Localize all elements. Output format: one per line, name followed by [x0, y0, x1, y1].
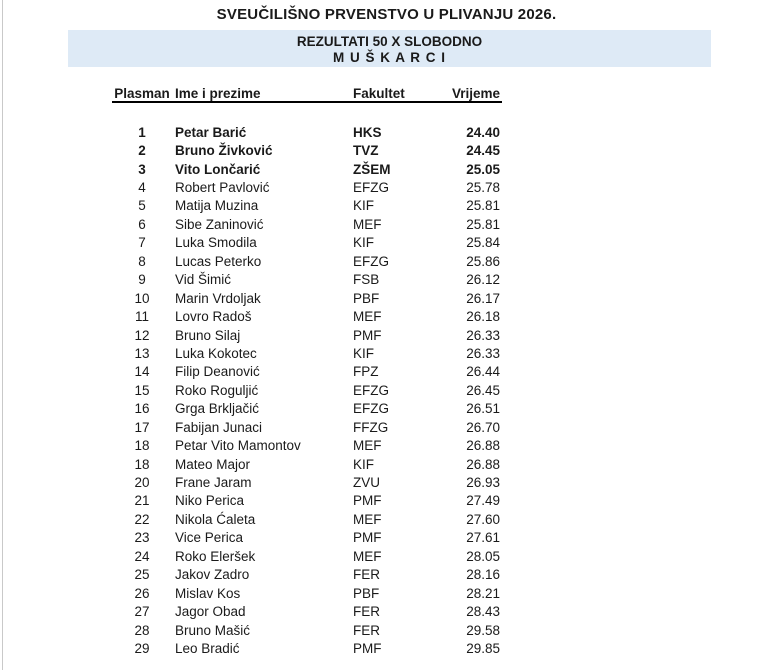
name-cell: Niko Perica	[175, 493, 245, 509]
place-cell: 12	[134, 327, 150, 343]
faculty-cell: PMF	[353, 327, 382, 343]
table-row	[112, 197, 502, 215]
time-cell: 26.88	[466, 456, 500, 472]
time-cell: 24.40	[466, 124, 500, 140]
place-cell: 18	[134, 456, 150, 472]
table-row	[112, 160, 502, 178]
place-cell: 27	[134, 604, 150, 620]
time-cell: 26.44	[466, 364, 500, 380]
table-row	[112, 252, 502, 270]
name-cell: Vice Perica	[175, 530, 244, 546]
name-cell: Luka Smodila	[175, 235, 257, 251]
table-row	[112, 510, 502, 528]
table-row	[112, 547, 502, 565]
time-cell: 25.81	[466, 216, 500, 232]
table-row	[112, 326, 502, 344]
name-cell: Vid Šimić	[175, 272, 232, 288]
place-cell: 23	[134, 530, 150, 546]
table-row	[112, 141, 502, 159]
faculty-cell: MEF	[353, 309, 382, 325]
table-row	[112, 529, 502, 547]
place-cell: 7	[138, 235, 146, 251]
time-cell: 28.21	[466, 585, 500, 601]
table-row	[112, 473, 502, 491]
faculty-cell: PMF	[353, 493, 382, 509]
name-cell: Frane Jaram	[175, 475, 252, 491]
faculty-cell: ZVU	[353, 475, 380, 491]
time-cell: 26.33	[466, 345, 500, 361]
spacer-cell	[112, 102, 502, 123]
time-cell: 28.05	[466, 548, 500, 564]
faculty-cell: EFZG	[353, 382, 389, 398]
results-body	[112, 102, 502, 658]
time-cell: 25.05	[466, 161, 500, 177]
name-cell: Marin Vrdoljak	[175, 290, 261, 306]
name-cell: Nikola Ćaleta	[175, 511, 256, 527]
spacer-row	[112, 102, 502, 123]
place-cell: 11	[134, 309, 149, 325]
place-cell: 26	[134, 585, 150, 601]
name-cell: Vito Lončarić	[175, 161, 261, 177]
time-cell: 25.84	[466, 235, 500, 251]
time-cell: 26.18	[466, 309, 500, 325]
time-cell: 26.45	[466, 382, 500, 398]
faculty-cell: ZŠEM	[353, 161, 391, 177]
faculty-cell: FER	[353, 604, 380, 620]
place-cell: 29	[134, 640, 150, 656]
faculty-cell: PBF	[353, 290, 380, 306]
time-cell: 26.12	[466, 272, 500, 288]
faculty-cell: MEF	[353, 438, 382, 454]
time-cell: 29.58	[466, 622, 500, 638]
table-row	[112, 123, 502, 141]
faculty-cell: FER	[353, 622, 380, 638]
time-cell: 25.81	[466, 198, 500, 214]
page-edge-line	[2, 0, 3, 670]
faculty-cell: FER	[353, 567, 380, 583]
time-cell: 25.86	[466, 253, 500, 269]
faculty-cell: FPZ	[353, 364, 379, 380]
place-cell: 25	[134, 567, 150, 583]
name-cell: Grga Brkljačić	[175, 401, 260, 417]
column-header-faculty: Fakultet	[353, 84, 448, 102]
time-cell: 26.88	[466, 438, 500, 454]
table-row	[112, 234, 502, 252]
table-row	[112, 307, 502, 325]
time-cell: 24.45	[466, 143, 500, 159]
place-cell: 20	[134, 475, 150, 491]
table-row	[112, 621, 502, 639]
name-cell: Jagor Obad	[175, 604, 246, 620]
faculty-cell: KIF	[353, 198, 375, 214]
place-cell: 9	[138, 272, 146, 288]
name-cell: Matija Muzina	[175, 198, 259, 214]
faculty-cell: KIF	[353, 345, 375, 361]
place-cell: 22	[134, 511, 150, 527]
name-cell: Sibe Zaninović	[175, 216, 264, 232]
place-cell: 21	[134, 493, 150, 509]
time-cell: 28.16	[466, 567, 500, 583]
time-cell: 27.61	[466, 530, 500, 546]
place-cell: 15	[134, 382, 150, 398]
name-cell: Petar Vito Mamontov	[175, 438, 301, 454]
place-cell: 8	[138, 253, 146, 269]
place-cell: 2	[138, 143, 146, 159]
table-row	[112, 639, 502, 657]
place-cell: 5	[138, 198, 146, 214]
place-cell: 28	[134, 622, 150, 638]
table-row	[112, 492, 502, 510]
column-header-time: Vrijeme	[448, 84, 502, 102]
table-row	[112, 400, 502, 418]
name-cell: Mislav Kos	[175, 585, 241, 601]
table-row	[112, 363, 502, 381]
results-header	[112, 84, 502, 102]
table-row	[112, 455, 502, 473]
event-banner	[68, 30, 711, 67]
place-cell: 3	[138, 161, 146, 177]
banner-event-name: REZULTATI 50 X SLOBODNO	[296, 34, 483, 49]
place-cell: 17	[134, 419, 150, 435]
time-cell: 27.49	[466, 493, 500, 509]
faculty-cell: FFZG	[353, 419, 389, 435]
place-cell: 16	[134, 401, 150, 417]
faculty-cell: HKS	[353, 124, 382, 140]
name-cell: Roko Roguljić	[175, 382, 259, 398]
time-cell: 29.85	[466, 640, 500, 656]
place-cell: 6	[138, 216, 146, 232]
faculty-cell: KIF	[353, 235, 375, 251]
table-row	[112, 566, 502, 584]
faculty-cell: PMF	[353, 640, 382, 656]
faculty-cell: MEF	[353, 216, 382, 232]
time-cell: 28.43	[466, 604, 500, 620]
name-cell: Roko Eleršek	[175, 548, 256, 564]
table-row	[112, 602, 502, 620]
faculty-cell: EFZG	[353, 253, 389, 269]
faculty-cell: TVZ	[353, 143, 379, 159]
place-cell: 18	[134, 438, 150, 454]
name-cell: Bruno Mašić	[175, 622, 251, 638]
faculty-cell: FSB	[353, 272, 380, 288]
place-cell: 24	[134, 548, 150, 564]
time-cell: 27.60	[466, 511, 500, 527]
time-cell: 25.78	[466, 180, 500, 196]
table-row	[112, 584, 502, 602]
table-row	[112, 178, 502, 196]
faculty-cell: MEF	[353, 511, 382, 527]
name-cell: Luka Kokotec	[175, 345, 257, 361]
faculty-cell: KIF	[353, 456, 375, 472]
name-cell: Fabijan Junaci	[175, 419, 263, 435]
time-cell: 26.33	[466, 327, 500, 343]
table-row	[112, 215, 502, 233]
name-cell: Bruno Živković	[175, 143, 273, 159]
table-row	[112, 289, 502, 307]
name-cell: Jakov Zadro	[175, 567, 250, 583]
table-row	[112, 344, 502, 362]
banner-category: M U Š K A R C I	[332, 50, 446, 65]
header-row	[112, 84, 502, 102]
name-cell: Lovro Radoš	[175, 309, 252, 325]
place-cell: 10	[134, 290, 150, 306]
results-table	[112, 84, 502, 658]
place-cell: 13	[134, 345, 150, 361]
time-cell: 26.70	[466, 419, 500, 435]
page-title: SVEUČILIŠNO PRVENSTVO U PLIVANJU 2026.	[216, 6, 557, 23]
table-row	[112, 418, 502, 436]
name-cell: Bruno Silaj	[175, 327, 241, 343]
table-row	[112, 436, 502, 454]
faculty-cell: MEF	[353, 548, 382, 564]
column-header-name: Ime i prezime	[172, 84, 353, 102]
faculty-cell: EFZG	[353, 180, 389, 196]
table-row	[112, 271, 502, 289]
time-cell: 26.51	[466, 401, 500, 417]
name-cell: Petar Barić	[175, 124, 247, 140]
name-cell: Lucas Peterko	[175, 253, 262, 269]
column-header-place: Plasman	[112, 84, 172, 102]
name-cell: Leo Bradić	[175, 640, 240, 656]
place-cell: 1	[138, 124, 146, 140]
faculty-cell: EFZG	[353, 401, 389, 417]
faculty-cell: PBF	[353, 585, 380, 601]
name-cell: Mateo Major	[175, 456, 251, 472]
table-row	[112, 381, 502, 399]
time-cell: 26.93	[466, 475, 500, 491]
place-cell: 14	[134, 364, 150, 380]
place-cell: 4	[138, 180, 146, 196]
faculty-cell: PMF	[353, 530, 382, 546]
name-cell: Robert Pavlović	[175, 180, 270, 196]
name-cell: Filip Deanović	[175, 364, 260, 380]
time-cell: 26.17	[466, 290, 500, 306]
